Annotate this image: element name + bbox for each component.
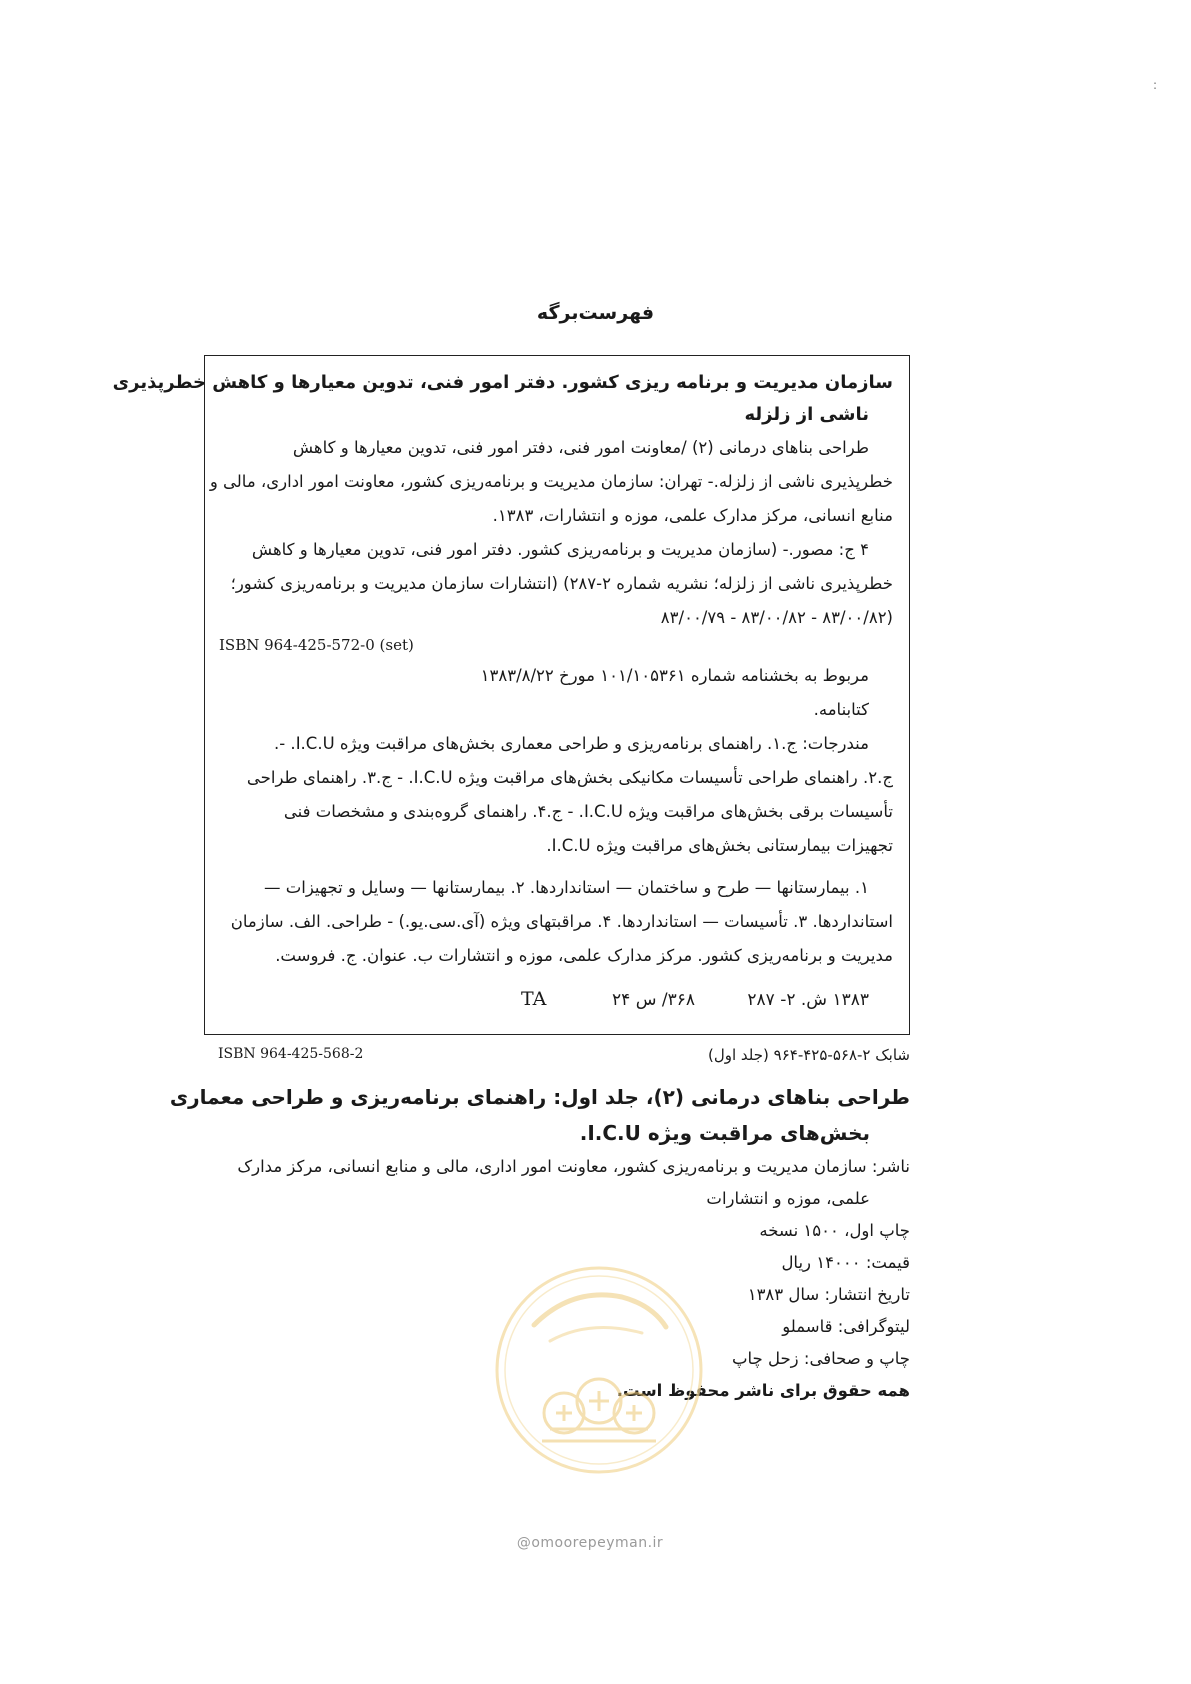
isbn-volume: ISBN 964-425-568-2 (218, 1046, 364, 1062)
isbn-set: ISBN 964-425-572-0 (set) (219, 636, 414, 654)
classification-year-series: ۱۳۸۳ ش. ۲- ۲۸۷ (747, 990, 869, 1010)
at-icon: @ (516, 1535, 532, 1551)
shabak-volume: شابک ۲-۵۶۸-۴۲۵-۹۶۴ (جلد اول) (707, 1046, 910, 1064)
contents-line: مندرجات: ج.۱. راهنمای برنامه‌ریزی و طراحی معماری بخش‌های مراقبت ویژه I.C.U. -. (273, 734, 869, 753)
watermark-site-text: omoorepeyman.ir (531, 1535, 664, 1551)
catalog-body-line: خطرپذیری ناشی از زلزله.- تهران: سازمان مدیریت و برنامه‌ریزی کشور، معاونت امور اداری، مالی و (209, 472, 893, 491)
publisher-line: ناشر: سازمان مدیریت و برنامه‌ریزی کشور، معاونت امور اداری، مالی و منابع انسانی، مرکز مدارک (237, 1157, 910, 1176)
subjects-line: مدیریت و برنامه‌ریزی کشور. مرکز مدارک علمی، موزه و انتشارات ب. عنوان. ج. فروست. (275, 946, 893, 965)
subjects-line: استانداردها. ۳. تأسیسات — استانداردها. ۴. مراقبتهای ویژه (آی.سی.یو.) - طراحی. الف. سازمان (230, 912, 893, 931)
bibliography-note: کتابنامه. (813, 700, 869, 719)
isbn-row (204, 1042, 910, 1068)
book-title-line-2: بخش‌های مراقبت ویژه I.C.U. (579, 1121, 870, 1145)
publish-date: تاریخ انتشار: سال ۱۳۸۳ (747, 1285, 910, 1304)
page-title: فهرست‌برگه (536, 302, 655, 324)
catalog-heading-line-2: ناشی از زلزله (744, 404, 869, 425)
contents-line: ج.۲. راهنمای طراحی تأسیسات مکانیکی بخش‌های مراقبت ویژه I.C.U. - ج.۳. راهنمای طراحی (246, 768, 893, 787)
margin-mark: : (1153, 78, 1158, 92)
catalog-heading-line-1: سازمان مدیریت و برنامه ریزی کشور. دفتر امور فنی، تدوین معیارها و کاهش خطرپذیری (112, 372, 893, 393)
contents-line: تجهیزات بیمارستانی بخش‌های مراقبت ویژه I.C.U. (546, 836, 893, 855)
edition: چاپ اول، ۱۵۰۰ نسخه (759, 1221, 910, 1240)
catalog-body-line: ۸۳/۰۰/۷۹ - ۸۳/۰۰/۸۲ - ۸۳/۰۰/۸۲) (660, 608, 893, 627)
circular-reference: مربوط به بخشنامه شماره ۱۰۱/۱۰۵۳۶۱ مورخ ۱۳۸۳/۸/۲۲ (480, 666, 869, 685)
lithography: لیتوگرافی: قاسملو (782, 1317, 910, 1336)
contents-line: تأسیسات برقی بخش‌های مراقبت ویژه I.C.U. - ج.۴. راهنمای گروه‌بندی و مشخصات فنی (283, 802, 893, 821)
watermark-seal (492, 1263, 707, 1478)
subjects-line: ۱. بیمارستانها — طرح و ساختمان — استانداردها. ۲. بیمارستانها — وسایل و تجهیزات — (263, 878, 869, 897)
catalog-record-box (112, 355, 910, 1035)
classification-call-number: TA (521, 988, 547, 1010)
watermark-site (490, 1535, 690, 1551)
catalog-body-line: خطرپذیری ناشی از زلزله؛ نشریه شماره ۲-۲۸۷) (انتشارات سازمان مدیریت و برنامه‌ریزی کشور؛ (230, 574, 893, 593)
price: قیمت: ۱۴۰۰۰ ریال (781, 1253, 910, 1272)
rights-reserved: همه حقوق برای ناشر محفوظ است. (616, 1381, 910, 1400)
classification-number: ۳۶۸/ س ۲۴ (612, 990, 695, 1010)
catalog-body-line: ۴ ج: مصور.- (سازمان مدیریت و برنامه‌ریزی کشور. دفتر امور فنی، تدوین معیارها و کاهش (251, 540, 869, 559)
printing: چاپ و صحافی: زحل چاپ (731, 1349, 910, 1368)
publisher-line: علمی، موزه و انتشارات (706, 1189, 870, 1208)
catalog-body-line: منابع انسانی، مرکز مدارک علمی، موزه و انتشارات، ۱۳۸۳. (492, 506, 893, 525)
catalog-body-line: طراحی بناهای درمانی (۲) /معاونت امور فنی، دفتر امور فنی، تدوین معیارها و کاهش (292, 438, 869, 457)
book-title-line-1: طراحی بناهای درمانی (۲)، جلد اول: راهنمای برنامه‌ریزی و طراحی معماری (169, 1085, 910, 1109)
